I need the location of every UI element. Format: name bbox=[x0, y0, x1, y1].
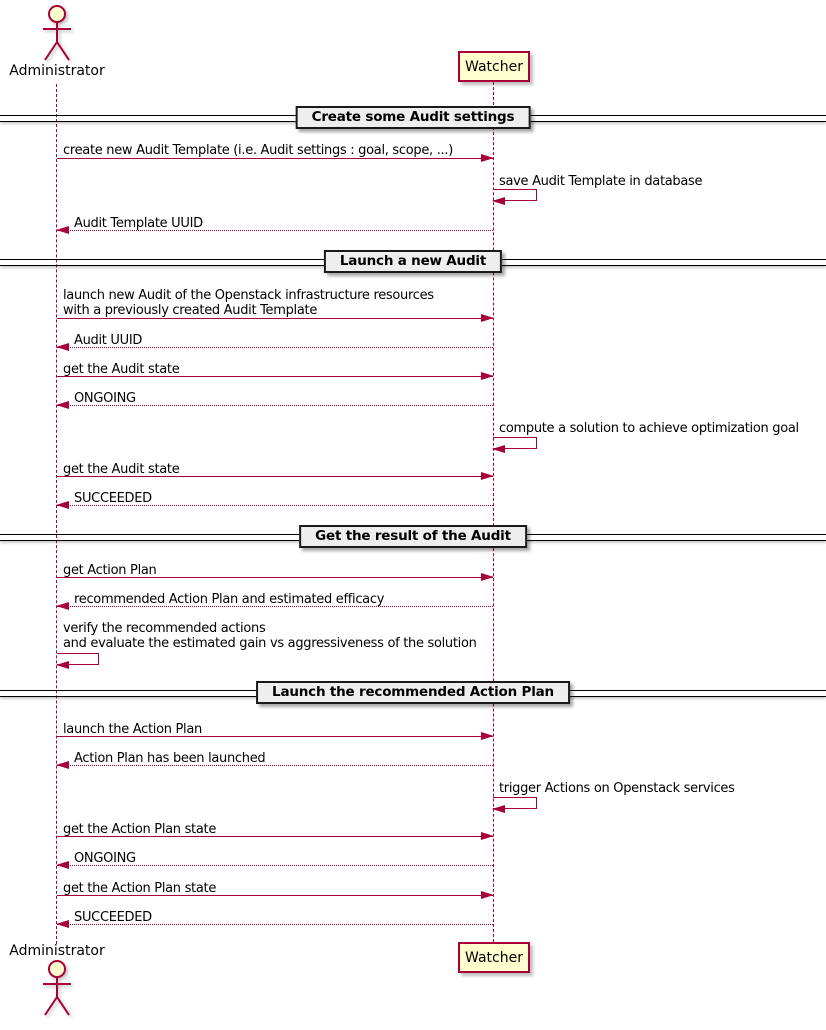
arrowhead-icon bbox=[481, 314, 494, 322]
message-label: launch new Audit of the Openstack infrastructure resources bbox=[63, 288, 434, 303]
message-label: with a previously created Audit Template bbox=[63, 303, 318, 318]
message-label: get Action Plan bbox=[63, 563, 157, 578]
participant-watcher-top: Watcher bbox=[458, 51, 530, 82]
self-message-label: and evaluate the estimated gain vs aggressiveness of the solution bbox=[63, 636, 477, 651]
arrowhead-icon bbox=[481, 154, 494, 162]
self-message-arrow bbox=[493, 797, 537, 809]
self-message-label: compute a solution to achieve optimization goal bbox=[499, 421, 799, 436]
arrowhead-icon bbox=[56, 861, 69, 869]
message-label: get the Action Plan state bbox=[63, 881, 217, 896]
actor-label: Administrator bbox=[9, 63, 105, 79]
return-label: recommended Action Plan and estimated efficacy bbox=[74, 592, 385, 607]
return-label: ONGOING bbox=[74, 391, 136, 406]
section-divider-label: Launch a new Audit bbox=[324, 250, 502, 273]
return-arrow bbox=[57, 924, 493, 925]
arrowhead-icon bbox=[492, 197, 505, 205]
arrowhead-icon bbox=[481, 732, 494, 740]
self-message-arrow bbox=[493, 189, 537, 201]
actor-administrator-top bbox=[0, 4, 114, 79]
return-label: Audit UUID bbox=[74, 333, 143, 348]
message-label: create new Audit Template (i.e. Audit settings : goal, scope, ...) bbox=[63, 143, 453, 158]
return-arrow bbox=[57, 505, 493, 506]
message-arrow bbox=[57, 836, 493, 837]
self-message-label: verify the recommended actions bbox=[63, 621, 266, 636]
actor-icon bbox=[37, 959, 77, 1019]
arrowhead-icon bbox=[481, 891, 494, 899]
message-arrow bbox=[57, 895, 493, 896]
self-message-arrow bbox=[57, 653, 99, 665]
arrowhead-icon bbox=[56, 401, 69, 409]
arrowhead-icon bbox=[56, 501, 69, 509]
message-arrow bbox=[57, 476, 493, 477]
arrowhead-icon bbox=[56, 226, 69, 234]
return-arrow bbox=[57, 606, 493, 607]
lifeline-administrator bbox=[56, 84, 57, 944]
arrowhead-icon bbox=[56, 761, 69, 769]
return-arrow bbox=[57, 765, 493, 766]
self-message-label: save Audit Template in database bbox=[499, 174, 703, 189]
actor-administrator-bottom bbox=[0, 944, 114, 1019]
return-label: ONGOING bbox=[74, 851, 136, 866]
message-label: get the Audit state bbox=[63, 362, 180, 377]
message-arrow bbox=[57, 318, 493, 319]
return-arrow bbox=[57, 230, 493, 231]
arrowhead-icon bbox=[492, 445, 505, 453]
arrowhead-icon bbox=[481, 573, 494, 581]
return-label: Action Plan has been launched bbox=[74, 751, 266, 766]
message-arrow bbox=[57, 158, 493, 159]
message-arrow bbox=[57, 736, 493, 737]
section-divider-label: Get the result of the Audit bbox=[299, 525, 527, 548]
arrowhead-icon bbox=[56, 661, 69, 669]
lifeline-watcher bbox=[493, 82, 494, 942]
section-divider-label: Launch the recommended Action Plan bbox=[256, 681, 570, 704]
message-arrow bbox=[57, 376, 493, 377]
actor-icon bbox=[37, 4, 77, 64]
return-arrow bbox=[57, 865, 493, 866]
message-label: get the Audit state bbox=[63, 462, 180, 477]
return-arrow bbox=[57, 405, 493, 406]
message-label: get the Action Plan state bbox=[63, 822, 217, 837]
self-message-arrow bbox=[493, 437, 537, 449]
arrowhead-icon bbox=[56, 343, 69, 351]
message-label: launch the Action Plan bbox=[63, 722, 202, 737]
arrowhead-icon bbox=[481, 832, 494, 840]
actor-label: Administrator bbox=[9, 943, 105, 959]
return-label: SUCCEEDED bbox=[74, 910, 152, 925]
return-label: SUCCEEDED bbox=[74, 491, 152, 506]
arrowhead-icon bbox=[481, 372, 494, 380]
arrowhead-icon bbox=[481, 472, 494, 480]
self-message-label: trigger Actions on Openstack services bbox=[499, 781, 735, 796]
participant-watcher-bottom: Watcher bbox=[458, 942, 530, 973]
return-label: Audit Template UUID bbox=[74, 216, 203, 231]
return-arrow bbox=[57, 347, 493, 348]
arrowhead-icon bbox=[492, 805, 505, 813]
message-arrow bbox=[57, 577, 493, 578]
arrowhead-icon bbox=[56, 602, 69, 610]
section-divider-label: Create some Audit settings bbox=[296, 106, 531, 129]
arrowhead-icon bbox=[56, 920, 69, 928]
